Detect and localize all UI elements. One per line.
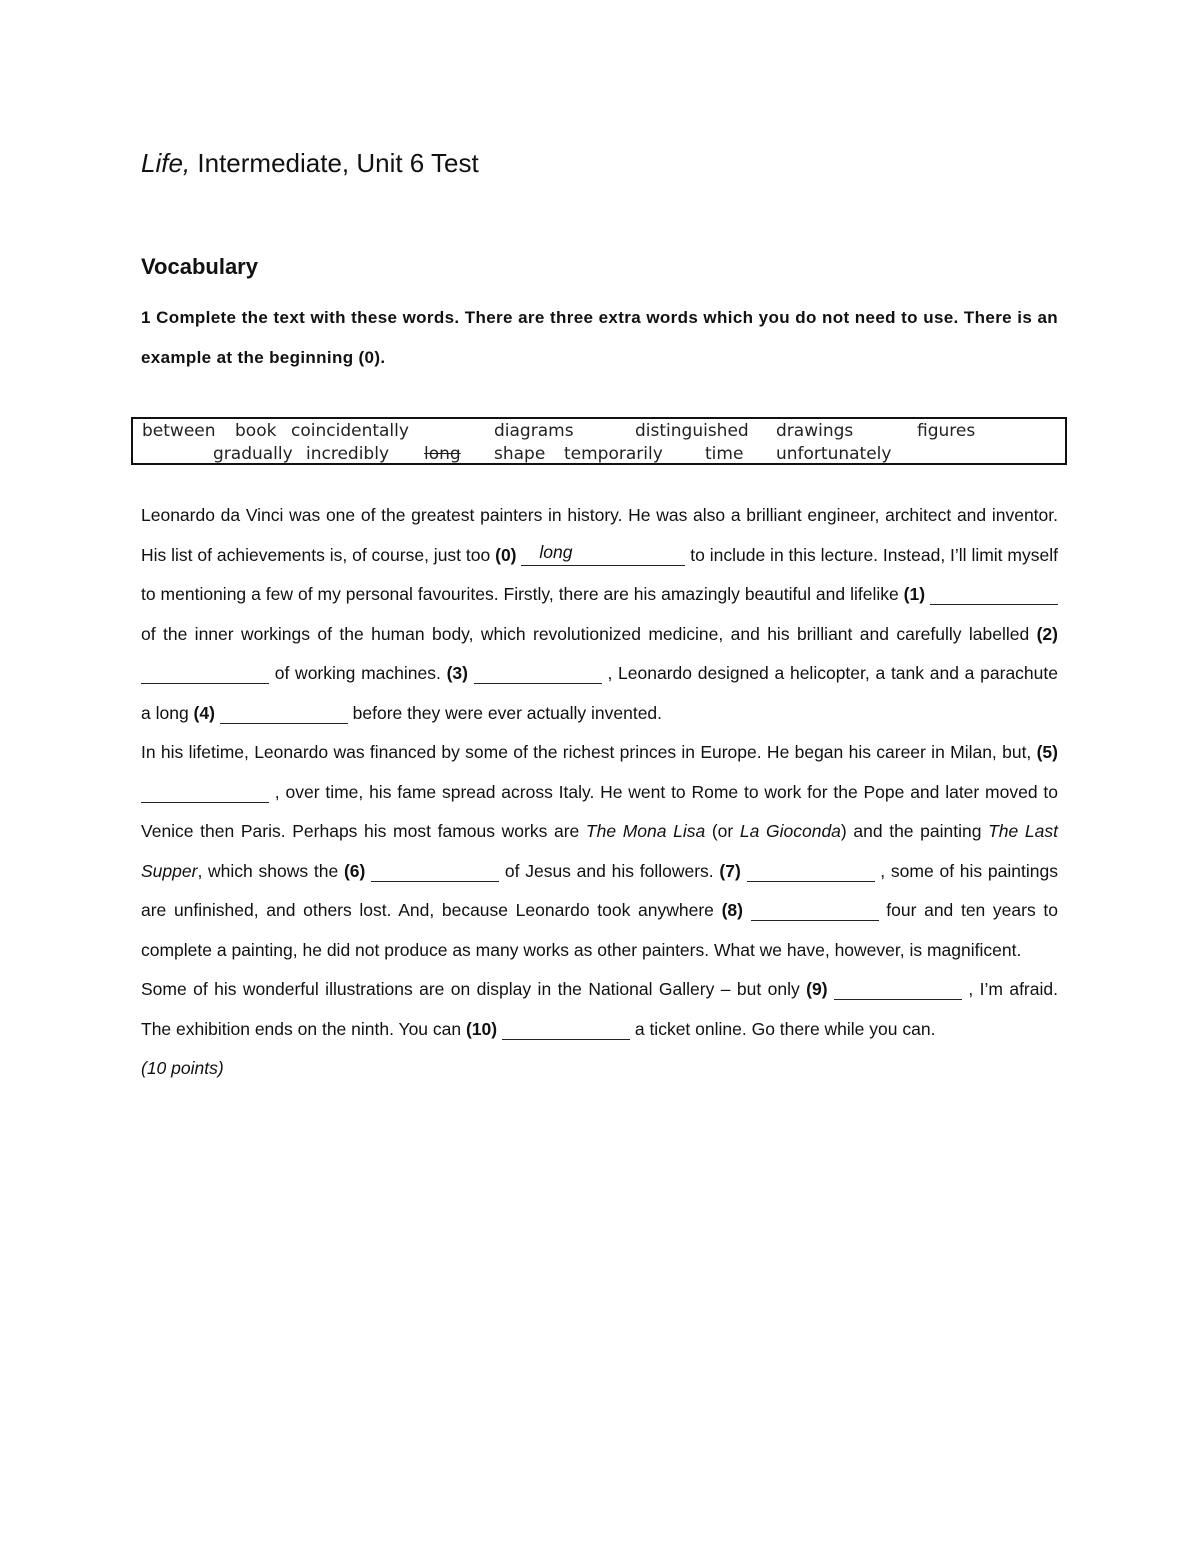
gap-number-4: (4)	[193, 702, 215, 723]
instructions: 1 Complete the text with these words. There are three extra words which you do not need to use. There is an example at the beginning (0).	[141, 308, 1058, 367]
passage-text: Leonardo da Vinci was one of the greatest painters in history. He was also a brilliant engineer, architect and inventor. His list of achievements is, of course, just too	[141, 505, 1058, 565]
gap-6-blank[interactable]	[371, 859, 499, 882]
word-bank-item-struck: long	[424, 444, 461, 464]
example-answer: long	[539, 541, 573, 562]
passage-text: , Leonardo designed a helicopter, a tank and a parachute a long	[141, 663, 1058, 723]
word-bank-item: drawings	[776, 421, 854, 441]
passage-text: of the inner workings of the human body, which revolutionized medicine, and his brilliant and carefully labelled	[141, 623, 1037, 644]
word-bank-item: book	[235, 421, 277, 441]
passage-text: a ticket online. Go there while you can.	[629, 1018, 936, 1039]
word-bank	[131, 417, 1067, 465]
passage-text: , over time, his fame spread across Italy. He went to Rome to work for the Pope and later moved to Venice then Paris. Perhaps his most famous works are	[141, 781, 1058, 841]
passage-text: Some of his wonderful illustrations are on display in the National Gallery – but only	[141, 979, 807, 999]
word-bank-item: diagrams	[494, 421, 574, 441]
gap-number-7: (7)	[719, 860, 741, 881]
gap-0-example	[521, 543, 685, 566]
word-bank-item: figures	[917, 421, 976, 441]
word-bank-item: incredibly	[306, 444, 390, 464]
passage-text: , which shows the	[197, 860, 344, 881]
gap-number-10: (10)	[465, 1018, 498, 1039]
gap-7-blank[interactable]	[747, 859, 875, 882]
paragraph-1	[141, 496, 1058, 733]
gap-9-blank[interactable]	[834, 977, 962, 1000]
passage-text: , some of his paintings are unfinished, and others lost. And, because Leonardo took anywhere	[141, 860, 1058, 920]
gap-number-1: (1)	[903, 584, 926, 604]
word-bank-item: shape	[494, 444, 546, 464]
gap-4-blank[interactable]	[220, 701, 348, 724]
gap-number-5: (5)	[1036, 742, 1058, 762]
passage-text: (or	[705, 821, 740, 841]
title-la-gioconda: La Gioconda	[739, 821, 841, 841]
word-bank-item: time	[705, 444, 744, 464]
passage-text: In his lifetime, Leonardo was financed by some of the richest princes in Europe. He began his career in Milan, but,	[141, 742, 1037, 762]
title-last-supper: The Last Supper	[141, 821, 1058, 881]
gap-8-blank[interactable]	[751, 898, 879, 921]
word-bank-item: temporarily	[564, 444, 663, 464]
word-bank-item: distinguished	[635, 421, 749, 441]
title-rest: Intermediate, Unit 6 Test	[190, 148, 479, 178]
page-title	[141, 145, 479, 181]
passage-text: to include in this lecture. Instead, I’ll limit myself to mentioning a few of my personal favourites. Firstly, there are his amazingly beautiful and lifelike	[141, 544, 1058, 604]
word-bank-item: unfortunately	[776, 444, 892, 464]
gap-1-blank[interactable]	[930, 582, 1058, 605]
paragraph-3	[141, 970, 1058, 1049]
gap-number-2: (2)	[1036, 623, 1058, 644]
points-label: (10 points)	[141, 1058, 224, 1078]
passage-text: before they were ever actually invented.	[347, 702, 663, 723]
passage-text: four and ten years to complete a painting, he did not produce as many works as other painters. What we have, however, is magnificent.	[141, 900, 1058, 960]
gap-5-blank[interactable]	[141, 780, 269, 803]
gap-number-6: (6)	[343, 860, 366, 881]
passage-text: ) and the painting	[840, 821, 989, 841]
word-bank-item: gradually	[213, 444, 293, 464]
gap-number-0: (0)	[495, 544, 517, 565]
passage	[141, 496, 1058, 1089]
gap-number-8: (8)	[721, 900, 743, 920]
word-bank-item: between	[142, 421, 216, 441]
gap-2-blank[interactable]	[141, 661, 269, 684]
passage-text: of working machines.	[269, 663, 447, 683]
gap-number-9: (9)	[806, 979, 828, 999]
title-mona-lisa: The Mona Lisa	[585, 821, 706, 841]
gap-10-blank[interactable]	[502, 1017, 630, 1040]
passage-text: of Jesus and his followers.	[499, 860, 720, 881]
section-heading: Vocabulary	[141, 254, 258, 279]
gap-number-3: (3)	[446, 663, 468, 683]
title-italic: Life,	[141, 148, 191, 178]
paragraph-2	[141, 733, 1058, 970]
word-bank-item: coincidentally	[291, 421, 409, 441]
passage-text: , I’m afraid. The exhibition ends on the ninth. You can	[141, 979, 1058, 1039]
gap-3-blank[interactable]	[474, 661, 602, 684]
